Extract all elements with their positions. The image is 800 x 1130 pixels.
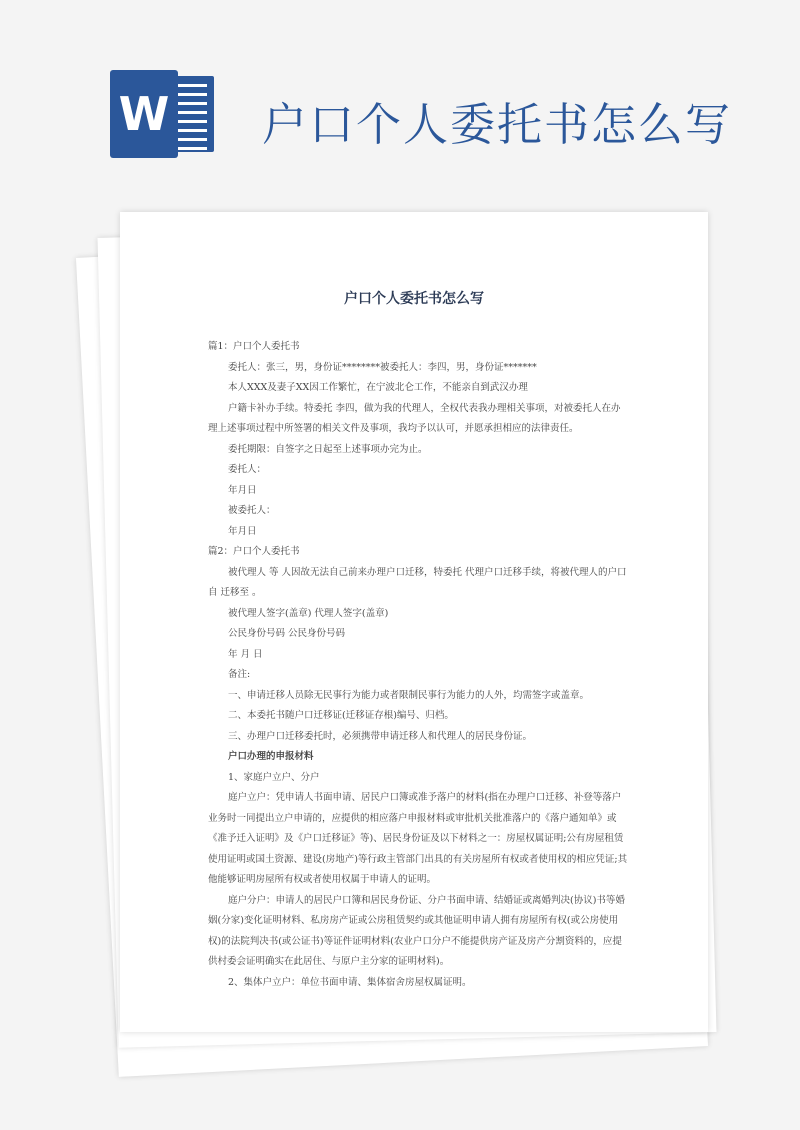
note-item: 三、办理户口迁移委托时，必须携带申请迁移人和代理人的居民身份证。 [228, 730, 533, 742]
paragraph: 户籍卡补办手续。特委托 李四，做为我的代理人，全权代表我办理相关事项，对被委托人在办理上述事项过程中所签署的相关文件及事项，我均予以认可，并愿承担相应的法律责任。 [208, 402, 621, 434]
paragraph: 庭户立户：凭申请人书面申请、居民户口簿或准予落户的材料(指在办理户口迁移、补登等落户业务时一同提出立户申请的，应提供的相应落户申报材料或审批机关批准落户的《落户通知单》或《准予迁入证明》及《户口迁移证》等)、居民身份证及以下材料之一：房屋权属证明;公有房屋租赁使用证明或国土资源、建设(房地产)等行政主管部门出具的有关房屋所有权或者使用权的相应凭证;其他能够证明房屋所有权或者使用权属于申请人的证明。 [208, 792, 628, 885]
date-line: 年 月 日 [228, 648, 263, 660]
header-title: 户口个人委托书怎么写 [262, 98, 733, 151]
list-item: 1、家庭户立户、分户 [228, 771, 320, 783]
signature-line: 被代理人签字(盖章) 代理人签字(盖章) [228, 607, 389, 619]
page-header [0, 0, 800, 200]
section-heading: 篇2：户口个人委托书 [208, 546, 300, 557]
list-item: 2、集体户立户：单位书面申请、集体宿舍房屋权属证明。 [228, 976, 472, 988]
word-letter: W [110, 70, 178, 158]
date-line: 年月日 [228, 484, 257, 496]
section-heading: 篇1：户口个人委托书 [208, 341, 300, 352]
signature-line: 被委托人： [228, 505, 276, 516]
paragraph: 委托期限：自签字之日起至上述事项办完为止。 [228, 443, 428, 455]
note-item: 二、本委托书随户口迁移证(迁移证存根)编号、归档。 [228, 710, 454, 721]
paragraph: 本人XXX及妻子XX因工作繁忙，在宁波北仑工作，不能亲自到武汉办理 [228, 382, 528, 393]
notes-label: 备注: [228, 669, 251, 680]
note-item: 一、申请迁移人员除无民事行为能力或者限制民事行为能力的人外，均需签字或盖章。 [228, 689, 590, 701]
id-line: 公民身份号码 公民身份号码 [228, 628, 346, 639]
paragraph: 被代理人 等 人因故无法自己前来办理户口迁移，特委托 代理户口迁移手续，将被代理人的户口自 迁移至 。 [208, 566, 627, 598]
document-page [120, 212, 708, 1032]
word-icon [110, 70, 215, 158]
subsection-heading: 户口办理的申报材料 [228, 751, 314, 762]
date-line: 年月日 [228, 525, 257, 537]
document-body [208, 337, 628, 993]
paragraph: 委托人：张三，男，身份证********被委托人：李四，男，身份证******* [228, 361, 537, 373]
signature-line: 委托人： [228, 464, 267, 475]
document-title: 户口个人委托书怎么写 [344, 291, 484, 307]
paragraph: 庭户分户：申请人的居民户口簿和居民身份证、分户书面申请、结婚证或离婚判决(协议)书等婚姻(分家)变化证明材料、私房房产证或公房租赁契约或其他证明申请人拥有房屋所有权(或公房使用权)的法院判决书(或公证书)等证件证明材料(农业户口分户不能提供房产证及房产分割资料的，应提供村委会证明确实在此居住、与原户主分家的证明材料)。 [208, 894, 625, 967]
